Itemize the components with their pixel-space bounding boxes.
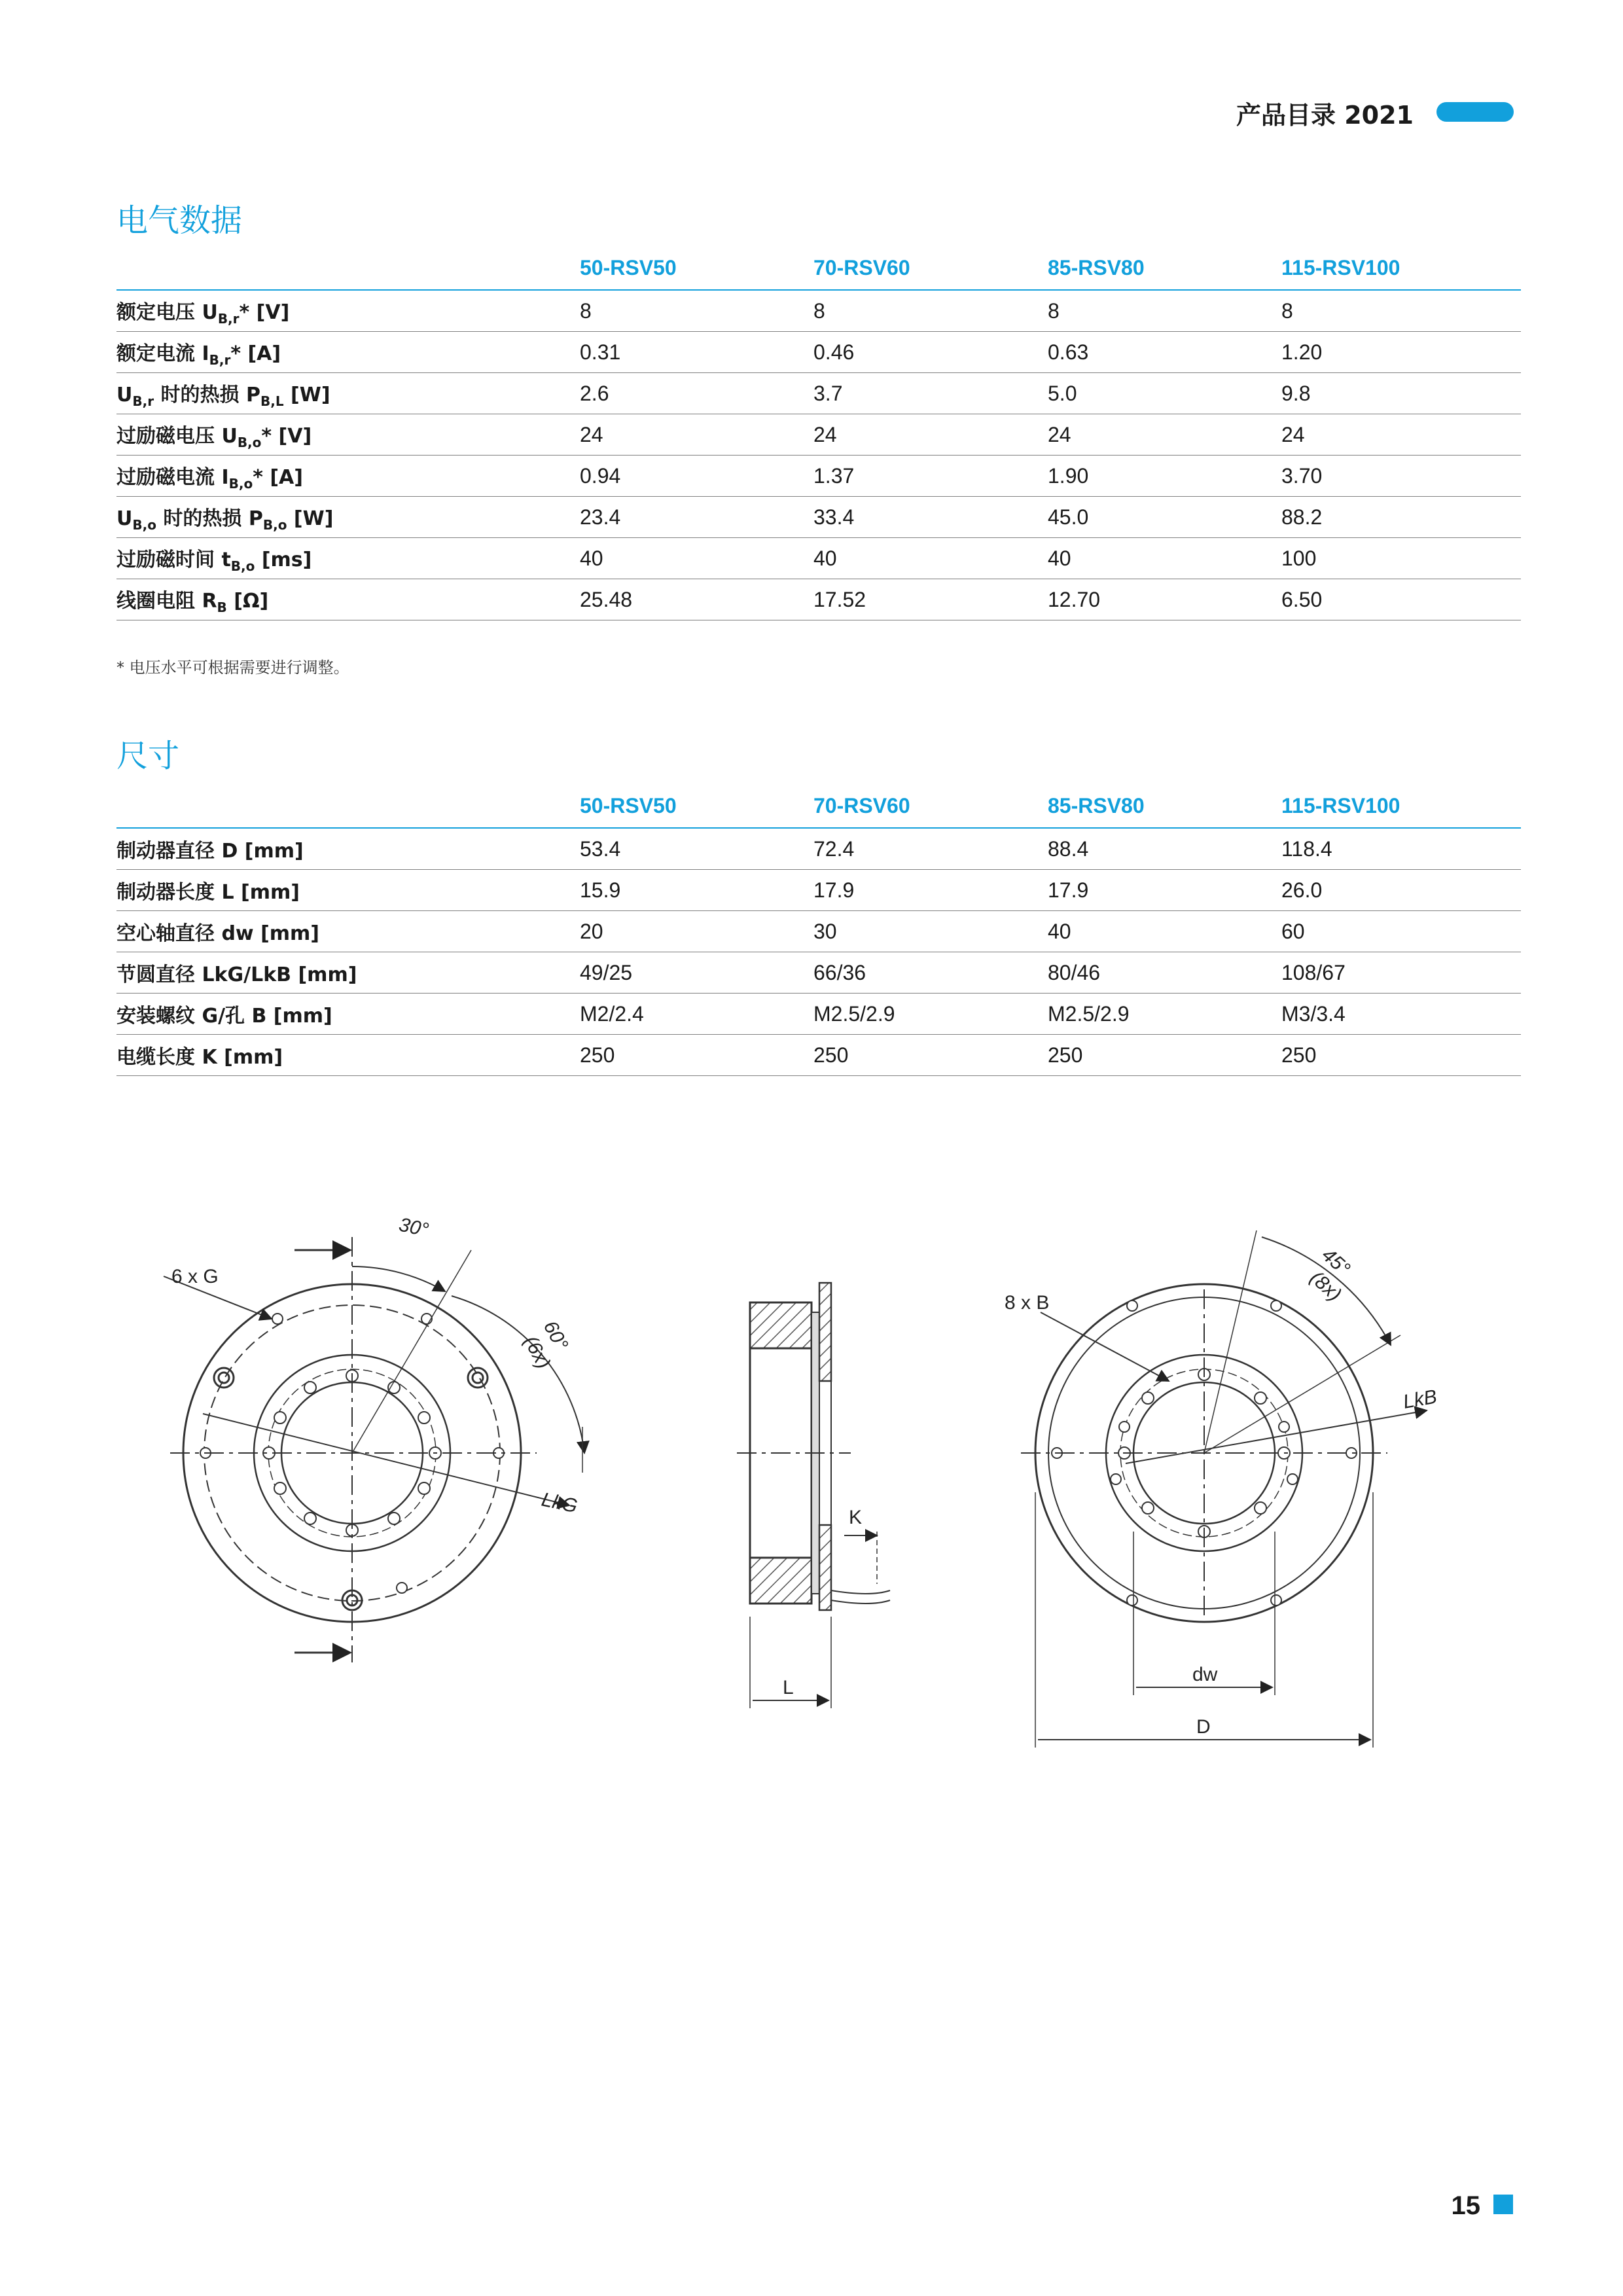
row-label: 过励磁电压 $U_{B,o}*$ [V]	[116, 414, 580, 456]
table-cell: 33.4	[813, 497, 1048, 538]
header-accent-bar	[1436, 102, 1514, 122]
row-label: $U_{B,r}$ 时的热损 $P_{B,L}$ [W]	[116, 373, 580, 414]
table-row	[116, 870, 1521, 911]
table-cell: 26.0	[1281, 870, 1521, 911]
table-cell: 8	[813, 290, 1048, 332]
table-row	[116, 952, 1521, 994]
table-cell: 8	[1281, 290, 1521, 332]
table-cell: 40	[813, 538, 1048, 579]
front-pitch-label: LkG	[539, 1488, 580, 1518]
table-cell: 100	[1281, 538, 1521, 579]
column-header: 70-RSV60	[813, 784, 1048, 828]
table-row	[116, 828, 1521, 870]
row-label: $U_{B,o}$ 时的热损 $P_{B,o}$ [W]	[116, 497, 580, 538]
column-header: 115-RSV100	[1281, 246, 1521, 290]
electrical-data-table	[116, 246, 1521, 620]
table-cell: 17.9	[813, 870, 1048, 911]
row-label: 电缆长度 K [mm]	[116, 1035, 580, 1076]
table-cell: M2/2.4	[580, 994, 813, 1035]
column-header: 85-RSV80	[1048, 784, 1281, 828]
table-cell: 24	[1048, 414, 1281, 456]
back-angle-45-label: 45°	[1317, 1244, 1355, 1280]
table-cell: 30	[813, 911, 1048, 952]
table-cell: 9.8	[1281, 373, 1521, 414]
table-cell: 49/25	[580, 952, 813, 994]
table-cell: 40	[1048, 911, 1281, 952]
table-cell: 88.4	[1048, 828, 1281, 870]
table-row	[116, 373, 1521, 414]
column-header: 50-RSV50	[580, 784, 813, 828]
column-header: 115-RSV100	[1281, 784, 1521, 828]
side-section-drawing	[737, 1283, 890, 1708]
table-cell: 66/36	[813, 952, 1048, 994]
table-cell: 15.9	[580, 870, 813, 911]
table-cell: 118.4	[1281, 828, 1521, 870]
table-row	[116, 332, 1521, 373]
row-label: 制动器直径 D [mm]	[116, 828, 580, 870]
front-angle-60-label: 60°	[539, 1317, 573, 1354]
back-holes-label: 8 x B	[1005, 1292, 1050, 1314]
table-cell: 72.4	[813, 828, 1048, 870]
front-thread-label: 6 x G	[171, 1266, 219, 1287]
table-row	[116, 579, 1521, 620]
back-d-label: D	[1196, 1716, 1211, 1738]
table-cell: 0.31	[580, 332, 813, 373]
row-label: 节圆直径 LkG/LkB [mm]	[116, 952, 580, 994]
table-cell: 0.46	[813, 332, 1048, 373]
column-header: 85-RSV80	[1048, 246, 1281, 290]
table-cell: 8	[580, 290, 813, 332]
technical-drawings	[0, 1165, 1623, 1767]
table-cell: 23.4	[580, 497, 813, 538]
table-cell: 3.7	[813, 373, 1048, 414]
table-cell: 24	[1281, 414, 1521, 456]
table-row	[116, 911, 1521, 952]
table-cell: 0.94	[580, 456, 813, 497]
table-row	[116, 497, 1521, 538]
row-label: 安装螺纹 G/孔 B [mm]	[116, 994, 580, 1035]
dimensions-table	[116, 784, 1521, 1076]
row-label: 过励磁时间 $t_{B,o}$ [ms]	[116, 538, 580, 579]
table-cell: 40	[580, 538, 813, 579]
front-angle-30-label: 30°	[397, 1213, 431, 1242]
table-cell: 1.37	[813, 456, 1048, 497]
table-row	[116, 290, 1521, 332]
table-cell: 17.52	[813, 579, 1048, 620]
row-label: 额定电压 $U_{B,r}*$ [V]	[116, 290, 580, 332]
table-cell: 80/46	[1048, 952, 1281, 994]
table-cell: 60	[1281, 911, 1521, 952]
row-label: 空心轴直径 dw [mm]	[116, 911, 580, 952]
table-cell: 5.0	[1048, 373, 1281, 414]
table-cell: 250	[813, 1035, 1048, 1076]
table-cell: M2.5/2.9	[1048, 994, 1281, 1035]
row-label: 制动器长度 L [mm]	[116, 870, 580, 911]
table-header-row	[116, 784, 1521, 828]
column-header	[116, 246, 580, 290]
table-cell: 24	[813, 414, 1048, 456]
front-view-drawing	[164, 1214, 584, 1662]
table-cell: 6.50	[1281, 579, 1521, 620]
page-number: 15	[1451, 2191, 1480, 2220]
table-cell: 2.6	[580, 373, 813, 414]
table-cell: 250	[1281, 1035, 1521, 1076]
row-label: 额定电流 $I_{B,r}*$ [A]	[116, 332, 580, 373]
row-label: 过励磁电流 $I_{B,o}*$ [A]	[116, 456, 580, 497]
table-cell: 1.20	[1281, 332, 1521, 373]
side-k-label: K	[849, 1507, 863, 1528]
table-row	[116, 414, 1521, 456]
back-count-label: (8x)	[1306, 1266, 1346, 1306]
table-row	[116, 1035, 1521, 1076]
table-cell: 3.70	[1281, 456, 1521, 497]
table-cell: 250	[1048, 1035, 1281, 1076]
catalog-title: 产品目录 2021	[1236, 101, 1414, 130]
table-cell: 53.4	[580, 828, 813, 870]
table-cell: 45.0	[1048, 497, 1281, 538]
table-cell: 12.70	[1048, 579, 1281, 620]
table-cell: 0.63	[1048, 332, 1281, 373]
front-count-label: (6x)	[519, 1332, 555, 1372]
table-header-row	[116, 246, 1521, 290]
table-cell: 40	[1048, 538, 1281, 579]
column-header	[116, 784, 580, 828]
back-pitch-label: LkB	[1401, 1386, 1439, 1413]
table-cell: 250	[580, 1035, 813, 1076]
back-view-drawing	[1005, 1230, 1438, 1748]
table-cell: 25.48	[580, 579, 813, 620]
table-row	[116, 994, 1521, 1035]
table-cell: 108/67	[1281, 952, 1521, 994]
column-header: 70-RSV60	[813, 246, 1048, 290]
table-cell: 8	[1048, 290, 1281, 332]
column-header: 50-RSV50	[580, 246, 813, 290]
table-row	[116, 456, 1521, 497]
row-label: 线圈电阻 $R_B$ [Ω]	[116, 579, 580, 620]
table-cell: M2.5/2.9	[813, 994, 1048, 1035]
side-l-label: L	[783, 1677, 794, 1698]
table-cell: 17.9	[1048, 870, 1281, 911]
back-dw-label: dw	[1192, 1664, 1218, 1685]
electrical-section-title: 电气数据	[116, 202, 243, 239]
page-number-accent	[1493, 2195, 1513, 2214]
table-cell: 24	[580, 414, 813, 456]
table-cell: 88.2	[1281, 497, 1521, 538]
table-cell: M3/3.4	[1281, 994, 1521, 1035]
footnote: * 电压水平可根据需要进行调整。	[116, 658, 349, 677]
table-row	[116, 538, 1521, 579]
table-cell: 1.90	[1048, 456, 1281, 497]
table-cell: 20	[580, 911, 813, 952]
dimensions-section-title: 尺寸	[116, 738, 180, 774]
